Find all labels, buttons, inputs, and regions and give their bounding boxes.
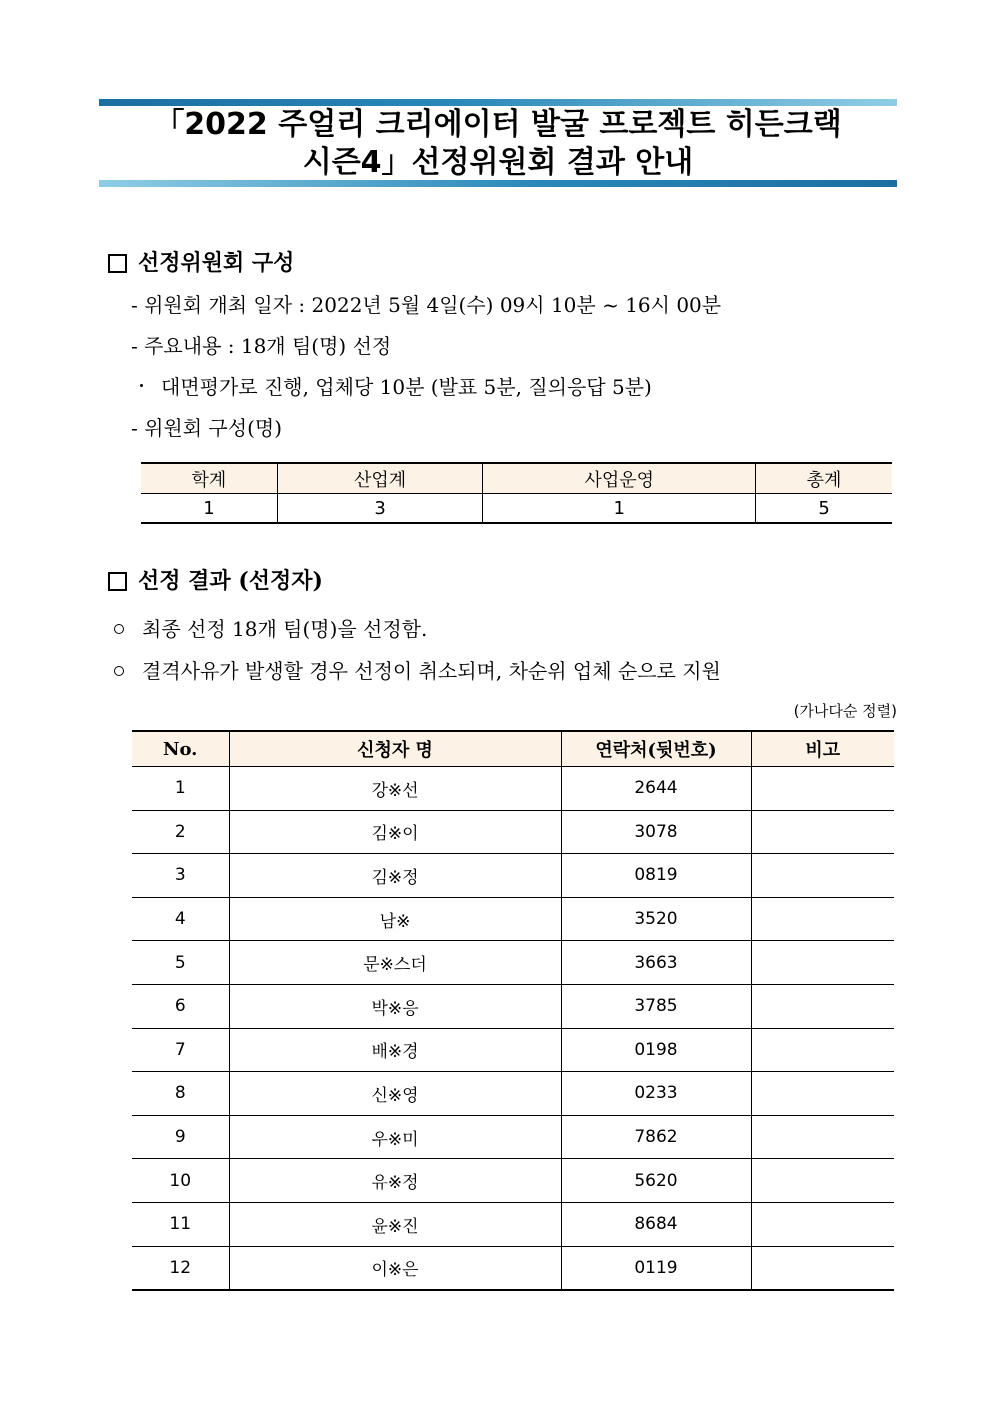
square-bullet-icon xyxy=(108,572,127,591)
table-row xyxy=(132,941,894,985)
result-cell-remark xyxy=(751,1246,894,1290)
result-cell-no: 3 xyxy=(132,854,229,898)
result-cell-no: 8 xyxy=(132,1072,229,1116)
table-row xyxy=(132,810,894,854)
result-header-remark: 비고 xyxy=(751,731,894,767)
table-row xyxy=(132,984,894,1028)
result-header-no: No. xyxy=(132,731,229,767)
result-cell-name: 신※영 xyxy=(229,1072,561,1116)
committee-date: - 위원회 개최 일자 : 2022년 5월 4일(수) 09시 10분 ~ 16시 00분 xyxy=(131,293,722,317)
table-row xyxy=(132,1072,894,1116)
committee-table xyxy=(141,462,892,524)
section-heading-results xyxy=(108,566,323,596)
table-row xyxy=(132,854,894,898)
result-cell-name: 강※선 xyxy=(229,767,561,811)
result-cell-contact: 0119 xyxy=(561,1246,751,1290)
result-cell-no: 2 xyxy=(132,810,229,854)
page-title xyxy=(99,106,897,182)
committee-header-industry: 산업계 xyxy=(277,463,483,494)
section-heading-committee xyxy=(108,248,294,278)
square-bullet-icon xyxy=(108,254,127,273)
title-line-1: 「2022 주얼리 크리에이터 발굴 프로젝트 히든크랙 xyxy=(154,107,842,142)
result-cell-contact: 0198 xyxy=(561,1028,751,1072)
circle-bullet-icon xyxy=(114,624,124,634)
result-cell-contact: 0233 xyxy=(561,1072,751,1116)
result-cell-remark xyxy=(751,1072,894,1116)
result-cell-contact: 8684 xyxy=(561,1202,751,1246)
committee-content: - 주요내용 : 18개 팀(명) 선정 xyxy=(131,334,392,358)
circle-bullet-icon xyxy=(114,666,124,676)
table-row xyxy=(132,897,894,941)
committee-row xyxy=(141,494,892,524)
table-row xyxy=(132,767,894,811)
result-cell-no: 10 xyxy=(132,1159,229,1203)
result-cell-remark xyxy=(751,1115,894,1159)
result-header-name: 신청자 명 xyxy=(229,731,561,767)
result-cell-name: 김※이 xyxy=(229,810,561,854)
title-bar-top xyxy=(99,99,897,106)
result-cell-name: 김※정 xyxy=(229,854,561,898)
result-cell-remark xyxy=(751,767,894,811)
result-item-text: 결격사유가 발생할 경우 선정이 취소되며, 차순위 업체 순으로 지원 xyxy=(142,659,721,683)
committee-header-total: 총계 xyxy=(756,463,892,494)
committee-cell: 1 xyxy=(141,494,277,524)
result-cell-name: 문※스더 xyxy=(229,941,561,985)
result-cell-remark xyxy=(751,1028,894,1072)
result-cell-remark xyxy=(751,854,894,898)
result-cell-contact: 3520 xyxy=(561,897,751,941)
result-cell-remark xyxy=(751,810,894,854)
result-cell-no: 6 xyxy=(132,984,229,1028)
result-cell-contact: 7862 xyxy=(561,1115,751,1159)
result-cell-contact: 0819 xyxy=(561,854,751,898)
result-cell-remark xyxy=(751,941,894,985)
result-cell-name: 우※미 xyxy=(229,1115,561,1159)
result-cell-contact: 3078 xyxy=(561,810,751,854)
section-heading-text: 선정위원회 구성 xyxy=(138,250,295,276)
result-cell-contact: 5620 xyxy=(561,1159,751,1203)
committee-composition: - 위원회 구성(명) xyxy=(131,416,282,440)
result-cell-contact: 2644 xyxy=(561,767,751,811)
result-cell-no: 11 xyxy=(132,1202,229,1246)
result-cell-name: 박※응 xyxy=(229,984,561,1028)
result-cell-name: 남※ xyxy=(229,897,561,941)
result-cell-contact: 3785 xyxy=(561,984,751,1028)
result-item-2 xyxy=(114,657,721,685)
title-bar-bottom xyxy=(99,180,897,187)
result-item-1 xyxy=(114,615,427,643)
committee-cell: 3 xyxy=(277,494,483,524)
committee-method xyxy=(140,373,652,401)
result-cell-contact: 3663 xyxy=(561,941,751,985)
result-cell-no: 9 xyxy=(132,1115,229,1159)
result-cell-remark xyxy=(751,1159,894,1203)
committee-method-text: 대면평가로 진행, 업체당 10분 (발표 5분, 질의응답 5분) xyxy=(161,375,652,399)
result-cell-no: 12 xyxy=(132,1246,229,1290)
result-cell-name: 이※은 xyxy=(229,1246,561,1290)
table-row xyxy=(132,1159,894,1203)
result-cell-name: 윤※진 xyxy=(229,1202,561,1246)
sort-note: (가나다순 정렬) xyxy=(793,702,897,720)
result-cell-remark xyxy=(751,984,894,1028)
middle-dot-icon xyxy=(140,384,143,387)
section-heading-text: 선정 결과 (선정자) xyxy=(138,568,323,594)
table-row xyxy=(132,1246,894,1290)
result-cell-no: 5 xyxy=(132,941,229,985)
result-cell-no: 7 xyxy=(132,1028,229,1072)
title-line-2: 시즌4」선정위원회 결과 안내 xyxy=(302,145,694,180)
result-cell-no: 1 xyxy=(132,767,229,811)
result-cell-remark xyxy=(751,897,894,941)
committee-header-operation: 사업운영 xyxy=(483,463,756,494)
result-cell-name: 유※정 xyxy=(229,1159,561,1203)
table-row xyxy=(132,1202,894,1246)
table-row xyxy=(132,1115,894,1159)
result-cell-no: 4 xyxy=(132,897,229,941)
committee-cell: 1 xyxy=(483,494,756,524)
committee-header-academia: 학계 xyxy=(141,463,277,494)
table-row xyxy=(132,1028,894,1072)
result-header-contact: 연락처(뒷번호) xyxy=(561,731,751,767)
result-cell-name: 배※경 xyxy=(229,1028,561,1072)
result-item-text: 최종 선정 18개 팀(명)을 선정함. xyxy=(142,617,428,641)
result-table xyxy=(132,730,894,1291)
committee-cell: 5 xyxy=(756,494,892,524)
result-cell-remark xyxy=(751,1202,894,1246)
